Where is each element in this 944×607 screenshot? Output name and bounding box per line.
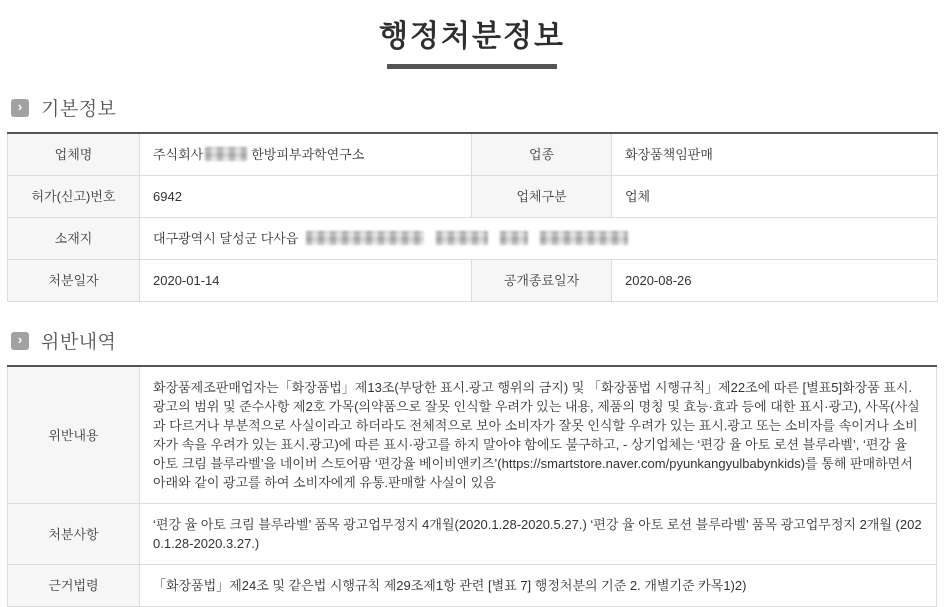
redacted-text bbox=[205, 147, 247, 161]
industry-label: 업종 bbox=[472, 133, 612, 176]
section-title-basic-info: 기본정보 bbox=[41, 99, 117, 120]
redacted-text bbox=[436, 231, 488, 245]
disposal-date-value: 2020-01-14 bbox=[140, 260, 472, 302]
chevron-right-icon: › bbox=[11, 332, 29, 350]
table-row bbox=[8, 366, 937, 504]
company-type-value: 업체 bbox=[612, 176, 938, 218]
disposition-label: 처분사항 bbox=[8, 504, 140, 565]
redacted-text bbox=[306, 231, 424, 245]
industry-value: 화장품책임판매 bbox=[612, 133, 938, 176]
legal-basis-label: 근거법령 bbox=[8, 565, 140, 607]
address-label: 소재지 bbox=[8, 218, 140, 260]
table-row bbox=[8, 176, 938, 218]
section-header-violation bbox=[11, 327, 933, 354]
license-no-label: 허가(신고)번호 bbox=[8, 176, 140, 218]
section-header-basic-info bbox=[11, 94, 933, 121]
company-name-label: 업체명 bbox=[8, 133, 140, 176]
violation-detail-value: 화장품제조판매업자는「화장품법」제13조(부당한 표시.광고 행위의 금지) 및 「화장품법 시행규칙」제22조에 따른 [별표5]화장품 표시.광고의 범위 및 준수사항 제2호 가목(의약품으로 잘못 인식할 우려가 있는 내용, 제품의 명칭 및 효능·효과 등에 대한 표시·광고), 사목(사실과 다르거나 부분적으로 사실이라고 하더라도 전체적으로 보아 소비자가 잘못 인식할 우려가 있는 표시.광고 또는 소비자를 속이거나 소비자가 속을 우려가 있는 표시.광고)에 따른 표시·광고를 하지 말아야 함에도 불구하고, - 상기업체는 ‘편강 율 아토 로션 블루라벨’, ‘편강 율 아토 크림 블루라벨’을 네이버 스토어팜 ‘편강율 베이비앤키즈’(https://smartstore.naver.com/pyunkangyulbabynkids)를 통해 판매하면서 아래와 같이 광고를 하여 소비자에게 유통.판매할 사실이 있음 bbox=[140, 366, 937, 504]
table-row bbox=[8, 218, 938, 260]
company-name-value bbox=[140, 133, 472, 176]
violation-detail-label: 위반내용 bbox=[8, 366, 140, 504]
page-title: 행정처분정보 bbox=[379, 20, 565, 53]
legal-basis-value: 「화장품법」제24조 및 같은법 시행규칙 제29조제1항 관련 [별표 7] 행정처분의 기준 2. 개별기준 카목1)2) bbox=[140, 565, 937, 607]
address-value bbox=[140, 218, 938, 260]
table-row bbox=[8, 133, 938, 176]
redacted-text bbox=[540, 231, 628, 245]
page-title-wrap bbox=[7, 0, 937, 69]
disposal-date-label: 처분일자 bbox=[8, 260, 140, 302]
disposition-value: ‘편강 율 아토 크림 블루라벨’ 품목 광고업무정지 4개월(2020.1.28-2020.5.27.) ‘편강 율 아토 로션 블루라벨’ 품목 광고업무정지 2개월 (2020.1.28-2020.3.27.) bbox=[140, 504, 937, 565]
company-name-prefix: 주식회사 bbox=[153, 147, 204, 162]
chevron-right-icon: › bbox=[11, 99, 29, 117]
address-visible-text: 대구광역시 달성군 다사읍 bbox=[153, 231, 299, 246]
basic-info-table bbox=[7, 132, 938, 302]
section-title-violation: 위반내역 bbox=[41, 332, 117, 353]
table-row bbox=[8, 260, 938, 302]
title-underline bbox=[387, 64, 557, 69]
redacted-text bbox=[500, 231, 528, 245]
license-no-value: 6942 bbox=[140, 176, 472, 218]
company-name-suffix: 한방피부과학연구소 bbox=[251, 147, 365, 162]
company-type-label: 업체구분 bbox=[472, 176, 612, 218]
disclosure-end-date-label: 공개종료일자 bbox=[472, 260, 612, 302]
table-row bbox=[8, 504, 937, 565]
violation-table bbox=[7, 365, 937, 607]
disclosure-end-date-value: 2020-08-26 bbox=[612, 260, 938, 302]
table-row bbox=[8, 565, 937, 607]
